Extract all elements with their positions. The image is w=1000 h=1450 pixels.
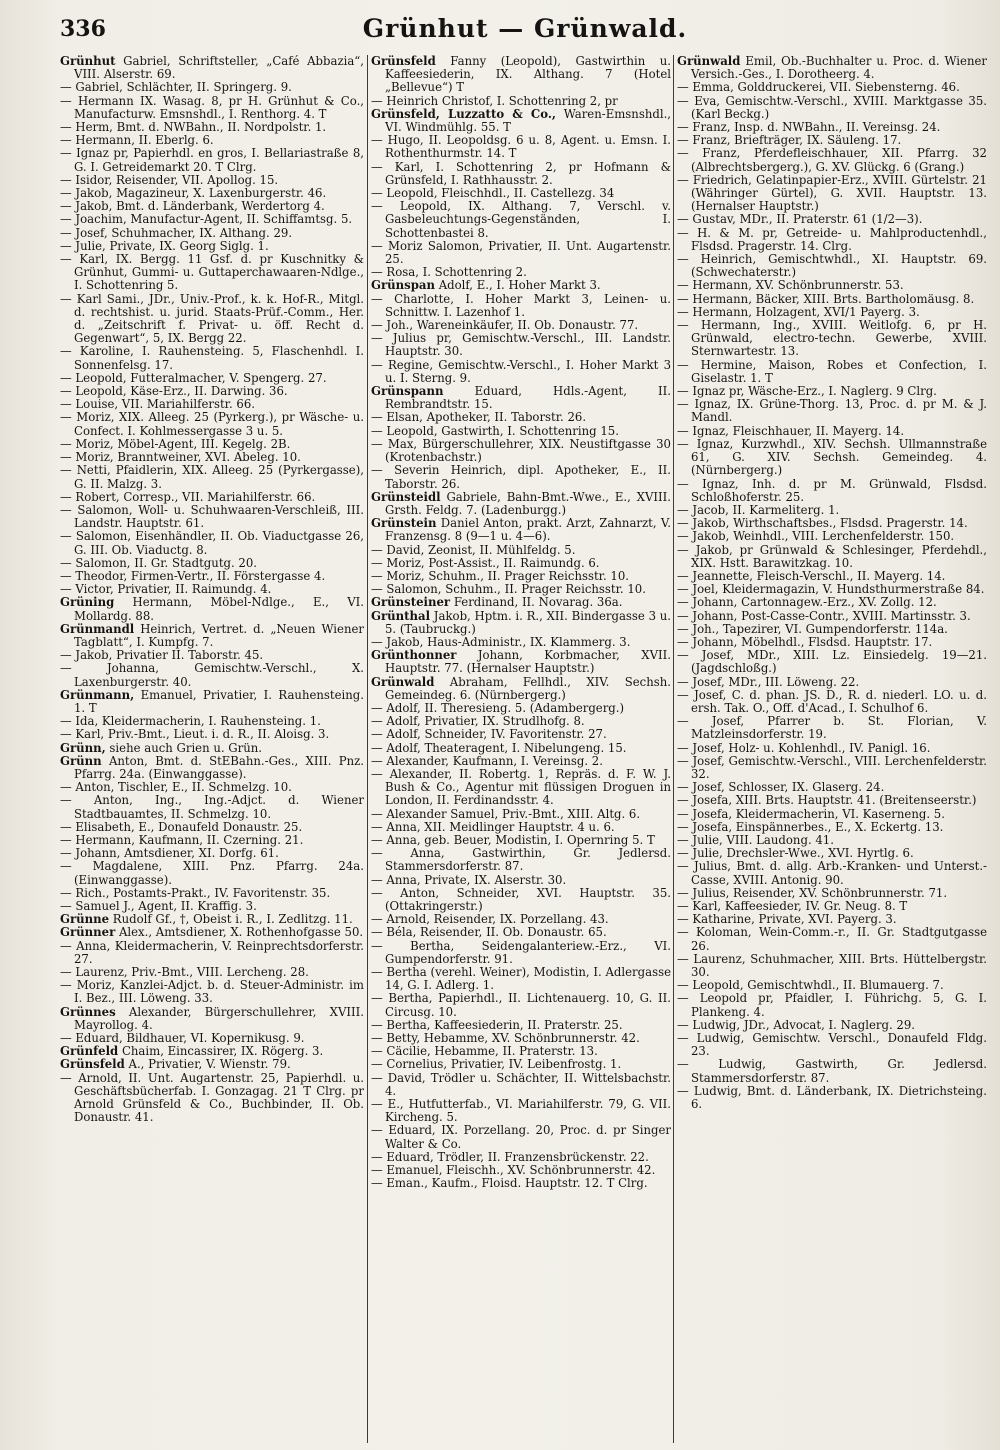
entry-text: — Anna, geb. Beuer, Modistin, I. Opernring 5. T bbox=[371, 832, 655, 847]
directory-entry bbox=[371, 940, 671, 966]
entry-text: — Julie, Private, IX. Georg Siglg. 1. bbox=[60, 238, 269, 253]
directory-entry bbox=[371, 200, 671, 240]
entry-text: — Elisabeth, E., Donaufeld Donaustr. 25. bbox=[60, 819, 303, 834]
directory-entry bbox=[677, 359, 987, 385]
page-header bbox=[60, 12, 990, 48]
entry-text: — Ludwig, Gemischtw. Verschl., Donaufeld Fldg. 23. bbox=[677, 1031, 987, 1059]
entry-text: — Ignaz pr, Papierhdl. en gros, I. Bellariastraße 8, G. I. Getreidemarkt 20. T Clrg. bbox=[60, 146, 364, 174]
entry-text: — Karoline, I. Rauhensteing. 5, Flaschenhdl. I. Sonnenfelsg. 17. bbox=[60, 344, 364, 372]
entry-text: — Josef, Schlosser, IX. Glaserg. 24. bbox=[677, 780, 885, 795]
directory-entry bbox=[371, 55, 671, 95]
directory-entry bbox=[677, 544, 987, 570]
directory-entry bbox=[371, 332, 671, 358]
directory-entry bbox=[371, 847, 671, 873]
directory-entry bbox=[371, 610, 671, 636]
entry-text: — Koloman, Wein-Comm.-r., II. Gr. Stadtgutgasse 26. bbox=[677, 925, 987, 953]
entry-text: — E., Hutfutterfab., VI. Mariahilferstr. 79, G. VII. Kircheng. 5. bbox=[371, 1097, 671, 1125]
directory-entry bbox=[60, 411, 364, 437]
directory-entry bbox=[60, 504, 364, 530]
entry-text: — Ignaz, Fleischhauer, II. Mayerg. 14. bbox=[677, 423, 905, 438]
entry-text: — Josef, Holz- u. Kohlenhdl., IV. Panigl. 16. bbox=[677, 740, 931, 755]
entry-text: — Josef, MDr., III. Löweng. 22. bbox=[677, 674, 860, 689]
entry-text: — Theodor, Firmen-Vertr., II. Förstergasse 4. bbox=[60, 568, 326, 583]
entry-text: — Eva, Gemischtw.-Verschl., XVIII. Marktgasse 35. (Karl Beckg.) bbox=[677, 93, 987, 121]
entry-surname: Grünsteidl bbox=[371, 489, 441, 504]
entry-text: — Emma, Golddruckerei, VII. Siebensterng. 46. bbox=[677, 80, 960, 95]
entry-text: — Eduard, Bildhauer, VI. Kopernikusg. 9. bbox=[60, 1031, 305, 1046]
directory-entry bbox=[371, 649, 671, 675]
entry-text: — Leopold, Futteralmacher, V. Spengerg. 27. bbox=[60, 370, 327, 385]
entry-text: — Salomon, Schuhm., II. Prager Reichsstr. 10. bbox=[371, 582, 646, 597]
directory-entry bbox=[677, 147, 987, 173]
directory-entry bbox=[677, 953, 987, 979]
entry-text: Johann, Korbmacher, XVII. Hauptstr. 77. (Hernalser Hauptstr.) bbox=[385, 648, 671, 676]
page-number: 336 bbox=[60, 16, 106, 42]
entry-text: — Anton, Tischler, E., II. Schmelzg. 10. bbox=[60, 780, 292, 795]
entry-text: — Moriz, Schuhm., II. Prager Reichsstr. 10. bbox=[371, 568, 630, 583]
directory-entry bbox=[677, 398, 987, 424]
entry-text: — Franz, Pferdefleischhauer, XII. Pfarrg. 32 (Albrechtsbergerg.), G. XV. Glückg. 6 (Grang.) bbox=[677, 146, 987, 174]
directory-entry bbox=[60, 662, 364, 688]
directory-entry bbox=[677, 253, 987, 279]
entry-text: — Herm, Bmt. d. NWBahn., II. Nordpolstr. 1. bbox=[60, 120, 327, 135]
entry-text: — Heinrich Christof, I. Schottenring 2, pr bbox=[371, 93, 618, 108]
entry-text: — Victor, Privatier, II. Raimundg. 4. bbox=[60, 582, 272, 597]
entry-surname: Grünspan bbox=[371, 278, 435, 293]
entry-text: — Jakob, Haus-Administr., IX. Klammerg. 3. bbox=[371, 634, 631, 649]
directory-entry bbox=[60, 530, 364, 556]
entry-text: — Ludwig, Bmt. d. Länderbank, IX. Dietrichsteing. 6. bbox=[677, 1083, 987, 1112]
entry-text: — Moriz, Branntweiner, XVI. Abeleg. 10. bbox=[60, 450, 301, 465]
entry-text: — Hermann, Kaufmann, II. Czerning. 21. bbox=[60, 832, 304, 847]
entry-text: — Salomon, Woll- u. Schuhwaaren-Verschleiß, III. Landstr. Hauptstr. 61. bbox=[60, 502, 364, 531]
entry-text: — Friedrich, Gelatinpapier-Erz., XVIII. Gürtelstr. 21 (Währinger Gürtel), G. XVII. Hauptstr. 13. (Hernalser Hauptstr.) bbox=[677, 172, 987, 214]
entry-text: — Karl, I. Schottenring 2, pr Hofmann & Grünsfeld, I. Rathhausstr. 2. bbox=[371, 159, 671, 187]
entry-text: — Alexander, Kaufmann, I. Vereinsg. 2. bbox=[371, 753, 603, 768]
entry-text: Eduard, Hdls.-Agent, II. Rembrandtstr. 15. bbox=[385, 384, 671, 412]
entry-text: Fanny (Leopold), Gastwirthin u. Kaffeesiederin, IX. Althang. 7 (Hotel „Bellevue“) T bbox=[385, 55, 671, 95]
directory-entry bbox=[60, 1006, 364, 1032]
entry-text: — Hermann, Holzagent, XVI/1 Payerg. 3. bbox=[677, 304, 920, 319]
entry-text: — Leopold pr, Pfaidler, I. Führichg. 5, G. I. Plankeng. 4. bbox=[677, 991, 987, 1019]
column-rule bbox=[367, 55, 368, 1443]
entry-surname: Grünthonner bbox=[371, 648, 457, 663]
entry-text: siehe auch Grien u. Grün. bbox=[109, 740, 262, 755]
entry-text: Waren-Emsnshdl., VI. Windmühlg. 55. T bbox=[385, 106, 671, 135]
entry-text: — Hermann, Bäcker, XIII. Brts. Bartholomäusg. 8. bbox=[677, 291, 975, 306]
entry-text: — Jakob, Privatier II. Taborstr. 45. bbox=[60, 648, 264, 663]
entry-text: — H. & M. pr, Getreide- u. Mahlproductenhdl., Flsdsd. Pragerstr. 14. Clrg. bbox=[677, 225, 987, 253]
directory-entry bbox=[371, 438, 671, 464]
entry-text: — Charlotte, I. Hoher Markt 3, Leinen- u. Schnittw. I. Lazenhof 1. bbox=[371, 291, 671, 319]
entry-text: — Gustav, MDr., II. Praterstr. 61 (1/2—3). bbox=[677, 212, 923, 227]
entry-surname: Grünner bbox=[60, 925, 116, 940]
entry-surname: Grüning bbox=[60, 595, 115, 610]
entry-text: — Josef, Pfarrer b. St. Florian, V. Matzleinsdorferstr. 19. bbox=[677, 714, 987, 742]
entry-text: — Adolf, Theateragent, I. Nibelungeng. 15. bbox=[371, 740, 627, 755]
entry-text: — Karl, Kaffeesieder, IV. Gr. Neug. 8. T bbox=[677, 899, 908, 913]
entry-text: Heinrich, Vertret. d. „Neuen Wiener Tagblatt“, I. Kumpfg. 7. bbox=[74, 621, 364, 649]
entry-text: — Jakob, Wirthschaftsbes., Flsdsd. Pragerstr. 14. bbox=[677, 516, 968, 531]
directory-entry bbox=[60, 464, 364, 490]
running-title: Grünhut — Grünwald. bbox=[362, 14, 688, 43]
entry-text: — Jeannette, Fleisch-Verschl., II. Mayerg. 14. bbox=[677, 568, 946, 583]
entry-text: — Louise, VII. Mariahilferstr. 66. bbox=[60, 397, 255, 412]
directory-entry bbox=[60, 794, 364, 820]
entry-text: — Severin Heinrich, dipl. Apotheker, E., II. Taborstr. 26. bbox=[371, 463, 671, 491]
entry-text: — Elsan, Apotheker, II. Taborstr. 26. bbox=[371, 410, 587, 425]
entry-text: Alex., Amtsdiener, X. Rothenhofgasse 50. bbox=[118, 925, 364, 940]
entry-text: — Josef, MDr., XIII. Lz. Einsiedelg. 19—21. (Jagdschloßg.) bbox=[677, 648, 987, 676]
directory-entry bbox=[60, 95, 364, 121]
entry-text: — Karl Sami., JDr., Univ.-Prof., k. k. Hof-R., Mitgl. d. rechtshist. u. jurid. Staats-Prüf.-Comm., Her. d. „Zeitschrift f. Privat- u. öff. Recht d. Gegenwart“, 5, IX. Bergg 22. bbox=[60, 291, 364, 346]
entry-text: — Jakob, Bmt. d. Länderbank, Werdertorg 4. bbox=[60, 199, 325, 214]
entry-surname: Grünsteiner bbox=[371, 595, 451, 610]
entry-text: Chaim, Eincassirer, IX. Rögerg. 3. bbox=[121, 1044, 324, 1059]
entry-text: — Regine, Gemischtw.-Verschl., I. Hoher Markt 3 u. I. Sterng. 9. bbox=[371, 357, 671, 385]
directory-entry bbox=[371, 1177, 671, 1190]
directory-entry bbox=[371, 966, 671, 992]
entry-surname: Grünfeld bbox=[60, 1044, 119, 1059]
directory-entry bbox=[371, 464, 671, 490]
entry-text: — Joh., Tapezirer, VI. Gumpendorferstr. 114a. bbox=[677, 621, 948, 636]
entry-text: — Netti, Pfaidlerin, XIX. Alleeg. 25 (Pyrkergasse), G. II. Malzg. 3. bbox=[60, 463, 364, 491]
entry-text: — Franz, Insp. d. NWBahn., II. Vereinsg. 24. bbox=[677, 120, 941, 135]
entry-text: Daniel Anton, prakt. Arzt, Zahnarzt, V. Franzensg. 8 (9—1 u. 4—6). bbox=[385, 516, 671, 544]
entry-text: — Ignaz, Kurzwhdl., XIV. Sechsh. Ullmannstraße 61, G. XIV. Sechsh. Gemeindeg. 4. (Nürnbergerg.) bbox=[677, 436, 987, 478]
directory-entry bbox=[60, 940, 364, 966]
column-rule bbox=[673, 55, 674, 1443]
directory-entry bbox=[60, 55, 364, 81]
entry-text: — Johann, Cartonnagew.-Erz., XV. Zollg. 12. bbox=[677, 595, 937, 610]
directory-entry bbox=[371, 491, 671, 517]
directory-entry bbox=[371, 1098, 671, 1124]
directory-entry bbox=[371, 676, 671, 702]
entry-text: Alexander, Bürgerschullehrer, XVIII. Mayrollog. 4. bbox=[74, 1004, 364, 1032]
entry-text: — Hermann, Ing., XVIII. Weitlofg. 6, pr H. Grünwald, electro-techn. Gewerbe, XVIII. Sternwartestr. 13. bbox=[677, 318, 987, 359]
directory-entry bbox=[371, 359, 671, 385]
entry-text: — Arnold, II. Unt. Augartenstr. 25, Papierhdl. u. Geschäftsbücherfab. I. Gonzagag. 21 T Clrg. pr Arnold Grünsfeld & Co., Buchbinder, II. Ob. Donaustr. 41. bbox=[60, 1070, 364, 1125]
entry-text: — Josef, Gemischtw.-Verschl., VIII. Lerchenfelderstr. 32. bbox=[677, 753, 987, 781]
entry-text: — Hermine, Maison, Robes et Confection, I. Giselastr. 1. T bbox=[677, 357, 987, 385]
directory-entry bbox=[60, 755, 364, 781]
directory-entry bbox=[677, 478, 987, 504]
entry-text: — Johann, Post-Casse-Contr., XVIII. Martinsstr. 3. bbox=[677, 608, 971, 623]
directory-entry bbox=[371, 108, 671, 134]
entry-text: — Laurenz, Schuhmacher, XIII. Brts. Hüttelbergstr. 30. bbox=[677, 951, 987, 980]
entry-text: — Leopold, IX. Althang. 7, Verschl. v. Gasbeleuchtungs-Gegenständen, I. Schottenbastei 8. bbox=[371, 199, 671, 240]
entry-text: Rudolf Gf., †, Obeist i. R., I. Zedlitzg. 11. bbox=[112, 912, 353, 927]
entry-surname: Grünn bbox=[60, 753, 102, 768]
entry-text: Gabriel, Schriftsteller, „Café Abbazia“, VIII. Alserstr. 69. bbox=[74, 55, 364, 82]
directory-entry bbox=[60, 979, 364, 1005]
entry-text: — Ida, Kleidermacherin, I. Rauhensteing. 1. bbox=[60, 714, 321, 729]
directory-entry bbox=[371, 293, 671, 319]
entry-surname: Grünthal bbox=[371, 608, 431, 623]
entry-text: — Joh., Wareneinkäufer, II. Ob. Donaustr. 77. bbox=[371, 318, 639, 333]
entry-text: — Max, Bürgerschullehrer, XIX. Neustiftgasse 30 (Krotenbachstr.) bbox=[371, 436, 671, 465]
entry-text: — Eduard, IX. Porzellang. 20, Proc. d. pr Singer Walter & Co. bbox=[371, 1123, 671, 1151]
entry-text: — Anton, Schneider, XVI. Hauptstr. 35. (Ottakringerstr.) bbox=[371, 885, 671, 913]
entry-text: — Julius, Bmt. d. allg. Arb.-Kranken- und Unterst.-Casse, XVIII. Antonig. 90. bbox=[677, 859, 987, 887]
column-1 bbox=[60, 55, 364, 1445]
directory-entry bbox=[371, 134, 671, 160]
entry-surname: Grünmann, bbox=[60, 687, 135, 702]
entry-text: — Hermann, II. Eberlg. 6. bbox=[60, 133, 214, 148]
entry-text: Adolf, E., I. Hoher Markt 3. bbox=[438, 278, 601, 293]
directory-entry bbox=[677, 1058, 987, 1084]
entry-text: Emil, Ob.-Buchhalter u. Proc. d. Wiener Versich.-Ges., I. Dorotheerg. 4. bbox=[691, 55, 987, 82]
directory-entry bbox=[371, 385, 671, 411]
entry-text: — Joel, Kleidermagazin, V. Hundsthurmerstraße 84. bbox=[677, 582, 985, 597]
entry-surname: Grünwald bbox=[677, 55, 741, 68]
entry-text: — Julie, Drechsler-Wwe., XVI. Hyrtlg. 6. bbox=[677, 846, 914, 861]
directory-entry bbox=[60, 596, 364, 622]
directory-entry bbox=[60, 623, 364, 649]
entry-text: — David, Trödler u. Schächter, II. Wittelsbachstr. 4. bbox=[371, 1070, 671, 1098]
entry-text: — Franz, Briefträger, IX. Säuleng. 17. bbox=[677, 133, 902, 148]
entry-text: — Bertha, Kaffeesiederin, II. Praterstr. 25. bbox=[371, 1017, 623, 1032]
entry-text: — Ignaz pr, Wäsche-Erz., I. Naglerg. 9 Clrg. bbox=[677, 384, 937, 399]
entry-surname: Grünsfeld bbox=[60, 1057, 125, 1072]
entry-text: — Ludwig, JDr., Advocat, I. Naglerg. 29. bbox=[677, 1017, 915, 1032]
entry-text: — Johanna, Gemischtw.-Verschl., X. Laxenburgerstr. 40. bbox=[60, 661, 364, 689]
entry-text: — Josefa, Kleidermacherin, VI. Kaserneng. 5. bbox=[677, 806, 945, 821]
entry-text: — Karl, Priv.-Bmt., Lieut. i. d. R., II. Aloisg. 3. bbox=[60, 727, 330, 742]
entry-text: — Anna, Kleidermacherin, V. Reinprechtsdorferstr. 27. bbox=[60, 938, 364, 966]
directory-entry bbox=[60, 860, 364, 886]
entry-text: — Hermann IX. Wasag. 8, pr H. Grünhut & Co., Manufacturw. Emsnshdl., I. Renthorg. 4. T bbox=[60, 93, 364, 121]
entry-text: — Josefa, XIII. Brts. Hauptstr. 41. (Breitenseerstr.) bbox=[677, 793, 977, 808]
directory-entry bbox=[371, 768, 671, 808]
directory-entry bbox=[677, 438, 987, 478]
entry-text: — Gabriel, Schlächter, II. Springerg. 9. bbox=[60, 80, 292, 95]
entry-text: — Salomon, Eisenhändler, II. Ob. Viaductgasse 26, G. III. Ob. Viaductg. 8. bbox=[60, 529, 364, 557]
directory-entry bbox=[677, 755, 987, 781]
entry-text: — Jakob, Weinhdl., VIII. Lerchenfelderstr. 150. bbox=[677, 529, 955, 544]
entry-text: — Julius pr, Gemischtw.-Verschl., III. Landstr. Hauptstr. 30. bbox=[371, 331, 671, 359]
entry-text: — Johann, Möbelhdl., Flsdsd. Hauptstr. 17. bbox=[677, 634, 933, 649]
entry-text: — Salomon, II. Gr. Stadtgutg. 20. bbox=[60, 555, 258, 570]
entry-text: — Cornelius, Privatier, IV. Leibenfrostg. 1. bbox=[371, 1057, 622, 1072]
entry-text: — Anna, Private, IX. Alserstr. 30. bbox=[371, 872, 567, 887]
directory-entry bbox=[60, 1072, 364, 1125]
entry-text: — Alexander, II. Robertg. 1, Repräs. d. F. W. J. Bush & Co., Agentur mit flüssigen Droguen in London, II. Ferdinandsstr. 4. bbox=[371, 766, 671, 808]
entry-surname: Grünwald bbox=[371, 674, 435, 689]
entry-text: — Eduard, Trödler, II. Franzensbrückenstr. 22. bbox=[371, 1149, 649, 1164]
entry-text: — Ignaz, Inh. d. pr M. Grünwald, Flsdsd. Schloßhoferstr. 25. bbox=[677, 476, 987, 504]
directory-entry bbox=[677, 860, 987, 886]
entry-text: — Hugo, II. Leopoldsg. 6 u. 8, Agent. u. Emsn. I. Rothenthurmstr. 14. T bbox=[371, 133, 671, 161]
entry-text: — Arnold, Reisender, IX. Porzellang. 43. bbox=[371, 912, 609, 927]
entry-text: Abraham, Fellhdl., XIV. Sechsh. Gemeindeg. 6. (Nürnbergerg.) bbox=[385, 674, 671, 702]
entry-text: — Ludwig, Gastwirth, Gr. Jedlersd. Stammersdorferstr. 87. bbox=[677, 1057, 987, 1085]
directory-entry bbox=[677, 227, 987, 253]
entry-text: — Leopold, Gemischtwhdl., II. Blumauerg. 7. bbox=[677, 978, 944, 993]
directory-entry bbox=[60, 253, 364, 293]
directory-entry bbox=[371, 992, 671, 1018]
entry-text: — Moriz, Möbel-Agent, III. Kegelg. 2B. bbox=[60, 436, 291, 451]
entry-text: — Robert, Corresp., VII. Mariahilferstr. 66. bbox=[60, 489, 316, 504]
entry-text: — Leopold, Fleischhdl., II. Castellezg. 34 bbox=[371, 186, 615, 201]
entry-surname: Grünne bbox=[60, 912, 110, 927]
entry-surname: Grünsfeld, Luzzatto & Co., bbox=[371, 106, 556, 121]
directory-entry bbox=[60, 345, 364, 371]
entry-text: — David, Zeonist, II. Mühlfeldg. 5. bbox=[371, 542, 576, 557]
entry-text: A., Privatier, V. Wienstr. 79. bbox=[128, 1057, 291, 1072]
entry-text: — Bertha (verehl. Weiner), Modistin, I. Adlergasse 14, G. I. Adlerg. 1. bbox=[371, 965, 671, 993]
directory-entry bbox=[371, 1124, 671, 1150]
entry-text: — Joachim, Manufactur-Agent, II. Schiffamtsg. 5. bbox=[60, 212, 353, 227]
entry-text: — Bertha, Seidengalanteriew.-Erz., VI. Gumpendorferstr. 91. bbox=[371, 938, 671, 966]
entry-surname: Grünstein bbox=[371, 516, 437, 531]
entry-text: — Isidor, Reisender, VII. Apollog. 15. bbox=[60, 172, 279, 187]
directory-entry bbox=[60, 147, 364, 173]
entry-text: — Josefa, Einspännerbes., E., X. Eckertg. 13. bbox=[677, 819, 944, 834]
directory-entry bbox=[371, 240, 671, 266]
directory-entry bbox=[677, 319, 987, 359]
entry-text: Ferdinand, II. Novarag. 36a. bbox=[453, 595, 623, 610]
entry-text: — Josef, Schuhmacher, IX. Althang. 29. bbox=[60, 225, 293, 240]
directory-entry bbox=[677, 649, 987, 675]
entry-text: Emanuel, Privatier, I. Rauhensteing. 1. T bbox=[74, 687, 364, 715]
entry-text: — Alexander Samuel, Priv.-Bmt., XIII. Altg. 6. bbox=[371, 806, 641, 821]
directory-entry bbox=[371, 161, 671, 187]
directory-entry bbox=[677, 55, 987, 81]
entry-text: — Katharine, Private, XVI. Payerg. 3. bbox=[677, 912, 897, 927]
entry-surname: Grünmandl bbox=[60, 621, 135, 636]
entry-text: — Hermann, XV. Schönbrunnerstr. 53. bbox=[677, 278, 904, 293]
directory-entry bbox=[60, 689, 364, 715]
entry-text: — Adolf, Privatier, IX. Strudlhofg. 8. bbox=[371, 714, 585, 729]
entry-text: — Moriz, Kanzlei-Adjct. b. d. Steuer-Administr. im I. Bez., III. Löweng. 33. bbox=[60, 978, 364, 1006]
entry-surname: Grünhut bbox=[60, 55, 116, 68]
directory-entry bbox=[677, 992, 987, 1018]
directory-entry bbox=[677, 1032, 987, 1058]
column-2 bbox=[371, 55, 671, 1445]
directory-entry bbox=[371, 1072, 671, 1098]
entry-text: — Anton, Ing., Ing.-Adjct. d. Wiener Stadtbauamtes, II. Schmelzg. 10. bbox=[60, 793, 364, 821]
entry-text: — Josef, C. d. phan. JS. D., R. d. niederl. LO. u. d. ersh. Tak. O., Off. d'Acad., I. Schulhof 6. bbox=[677, 687, 987, 715]
entry-text: — Jakob, Magazineur, X. Laxenburgerstr. 46. bbox=[60, 186, 327, 201]
directory-entry bbox=[677, 95, 987, 121]
entry-text: — Betty, Hebamme, XV. Schönbrunnerstr. 42. bbox=[371, 1031, 640, 1046]
entry-text: — Béla, Reisender, II. Ob. Donaustr. 65. bbox=[371, 925, 607, 940]
directory-entry bbox=[677, 174, 987, 214]
entry-text: — Anna, XII. Meidlinger Hauptstr. 4 u. 6. bbox=[371, 819, 615, 834]
entry-text: — Rich., Postamts-Prakt., IV. Favoritenstr. 35. bbox=[60, 885, 331, 900]
entry-text: — Jacob, II. Karmeliterg. 1. bbox=[677, 502, 840, 517]
entry-text: — Heinrich, Gemischtwhdl., XI. Hauptstr. 69. (Schwechaterstr.) bbox=[677, 252, 987, 280]
entry-text: — Cäcilie, Hebamme, II. Praterstr. 13. bbox=[371, 1044, 598, 1059]
entry-text: Hermann, Möbel-Ndlge., E., VI. Mollardg. 88. bbox=[74, 595, 364, 623]
entry-text: — Leopold, Gastwirth, I. Schottenring 15. bbox=[371, 423, 619, 438]
entry-text: — Jakob, pr Grünwald & Schlesinger, Pferdehdl., XIX. Hstt. Barawitzkag. 10. bbox=[677, 542, 987, 570]
directory-entry bbox=[677, 715, 987, 741]
entry-surname: Grünnes bbox=[60, 1004, 116, 1019]
entry-text: — Rosa, I. Schottenring 2. bbox=[371, 265, 527, 280]
entry-text: — Moriz, XIX. Alleeg. 25 (Pyrkerg.), pr Wäsche- u. Confect. I. Kohlmessergasse 3 u. 5. bbox=[60, 410, 364, 438]
entry-text: — Ignaz, IX. Grüne-Thorg. 13, Proc. d. pr M. & J. Mandl. bbox=[677, 397, 987, 425]
entry-text: — Adolf, Schneider, IV. Favoritenstr. 27. bbox=[371, 727, 607, 742]
entry-text: — Anna, Gastwirthin, Gr. Jedlersd. Stammersdorferstr. 87. bbox=[371, 846, 671, 874]
entry-text: — Adolf, II. Theresieng. 5. (Adambergerg.) bbox=[371, 700, 625, 715]
entry-text: — Julius, Reisender, XV. Schönbrunnerstr. 71. bbox=[677, 885, 948, 900]
entry-surname: Grünn, bbox=[60, 740, 106, 755]
entry-text: — Samuel J., Agent, II. Kraffig. 3. bbox=[60, 899, 257, 913]
directory-entry bbox=[677, 689, 987, 715]
entry-surname: Grünsfeld bbox=[371, 55, 436, 68]
entry-text: — Laurenz, Priv.-Bmt., VIII. Lercheng. 28. bbox=[60, 965, 309, 980]
directory-entry bbox=[371, 887, 671, 913]
column-3 bbox=[677, 55, 987, 1445]
entry-text: — Bertha, Papierhdl., II. Lichtenauerg. 10, G. II. Circusg. 10. bbox=[371, 991, 671, 1019]
directory-entry bbox=[371, 517, 671, 543]
directory-entry bbox=[677, 1085, 987, 1111]
entry-text: — Emanuel, Fleischh., XV. Schönbrunnerstr. 42. bbox=[371, 1163, 656, 1178]
entry-text: — Moriz, Post-Assist., II. Raimundg. 6. bbox=[371, 555, 600, 570]
entry-text: — Julie, VIII. Laudong. 41. bbox=[677, 832, 834, 847]
entry-text: — Eman., Kaufm., Floisd. Hauptstr. 12. T Clrg. bbox=[371, 1176, 648, 1191]
entry-text: Gabriele, Bahn-Bmt.-Wwe., E., XVIII. Grsth. Feldg. 7. (Ladenburgg.) bbox=[385, 489, 671, 517]
entry-text: — Moriz Salomon, Privatier, II. Unt. Augartenstr. 25. bbox=[371, 238, 671, 267]
entry-text: Jakob, Hptm. i. R., XII. Bindergasse 3 u. 5. (Taubruckg.) bbox=[385, 608, 671, 636]
entry-surname: Grünspann bbox=[371, 384, 444, 399]
directory-entry bbox=[677, 926, 987, 952]
entry-text: Anton, Bmt. d. StEBahn.-Ges., XIII. Pnz. Pfarrg. 24a. (Einwanggasse). bbox=[74, 753, 364, 781]
entry-text: — Magdalene, XIII. Pnz. Pfarrg. 24a. (Einwanggasse). bbox=[60, 859, 364, 887]
entry-text: — Leopold, Käse-Erz., II. Darwing. 36. bbox=[60, 384, 288, 399]
entry-text: — Karl, IX. Bergg. 11 Gsf. d. pr Kuschnitky & Grünhut, Gummi- u. Guttaperchawaaren-Ndlge., I. Schottenring 5. bbox=[60, 252, 364, 293]
entry-text: — Johann, Amtsdiener, XI. Dorfg. 61. bbox=[60, 846, 279, 861]
directory-entry bbox=[60, 293, 364, 346]
